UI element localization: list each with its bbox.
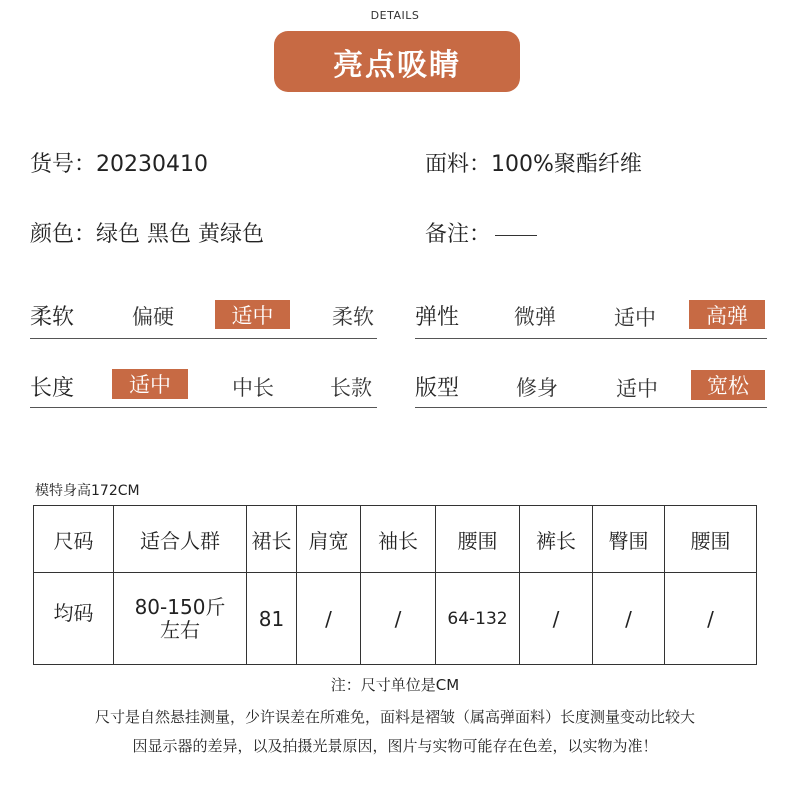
fit-label: 版型 — [415, 376, 460, 401]
header-pants-length: 裤长 — [520, 506, 593, 573]
header-hip: 臀围 — [593, 506, 665, 573]
fabric-info: 面料：100%聚酯纤维 — [425, 152, 642, 177]
color-info: 颜色：绿色 黑色 黄绿色 — [30, 222, 264, 247]
remark-label: 备注： — [425, 222, 492, 247]
length-option-long: 长款 — [330, 376, 372, 400]
cell-shoulder-width: / — [297, 573, 361, 665]
elasticity-underline — [415, 338, 767, 339]
header-suitable-for: 适合人群 — [114, 506, 247, 573]
item-number: 货号：20230410 — [30, 152, 208, 177]
disclaimer-line-1: 尺寸是自然悬挂测量，少许误差在所难免，面料是褶皱（属高弹面料）长度测量变动比较大 — [94, 708, 695, 726]
length-option-midlong: 中长 — [232, 376, 274, 400]
header-size: 尺码 — [34, 506, 114, 573]
elasticity-option-medium: 适中 — [614, 306, 656, 330]
header-sleeve-length: 袖长 — [361, 506, 436, 573]
header-skirt-length: 裙长 — [247, 506, 297, 573]
softness-option-soft: 柔软 — [332, 305, 374, 329]
length-label: 长度 — [30, 376, 75, 401]
elasticity-option-slight: 微弹 — [514, 305, 556, 329]
cell-suitable-for: 80-150斤 左右 — [114, 573, 247, 665]
cell-waist: 64-132 — [436, 573, 520, 665]
softness-label: 柔软 — [30, 305, 75, 330]
size-table — [33, 505, 757, 665]
cell-pants-length: / — [520, 573, 593, 665]
cell-size: 均码 — [34, 573, 114, 665]
fit-option-slim: 修身 — [516, 376, 558, 400]
cell-skirt-length: 81 — [247, 573, 297, 665]
fit-option-medium: 适中 — [616, 377, 658, 401]
size-table-header-row — [34, 506, 757, 573]
softness-option-medium-selected: 适中 — [215, 300, 290, 329]
elasticity-option-high-selected: 高弹 — [689, 300, 765, 329]
length-underline — [30, 407, 377, 408]
model-height-note: 模特身高172CM — [35, 483, 140, 499]
unit-note: 注：尺寸单位是CM — [330, 676, 460, 694]
cell-waist-2: / — [665, 573, 757, 665]
elasticity-label: 弹性 — [415, 305, 460, 330]
cell-hip: / — [593, 573, 665, 665]
fit-option-loose-selected: 宽松 — [691, 370, 765, 400]
remark-info — [425, 217, 537, 248]
fit-underline — [415, 407, 767, 408]
softness-option-hard: 偏硬 — [132, 305, 174, 329]
header-waist-2: 腰围 — [665, 506, 757, 573]
size-table-row — [34, 573, 757, 665]
details-caption: DETAILS — [370, 9, 420, 22]
softness-underline — [30, 338, 377, 339]
header-waist: 腰围 — [436, 506, 520, 573]
header-shoulder-width: 肩宽 — [297, 506, 361, 573]
disclaimer-line-2: 因显示器的差异，以及拍摄光景原因，图片与实物可能存在色差，以实物为准！ — [132, 737, 658, 755]
section-title: 亮点吸睛 — [274, 31, 520, 92]
cell-sleeve-length: / — [361, 573, 436, 665]
remark-dash — [495, 235, 537, 236]
length-option-medium-selected: 适中 — [112, 369, 188, 399]
